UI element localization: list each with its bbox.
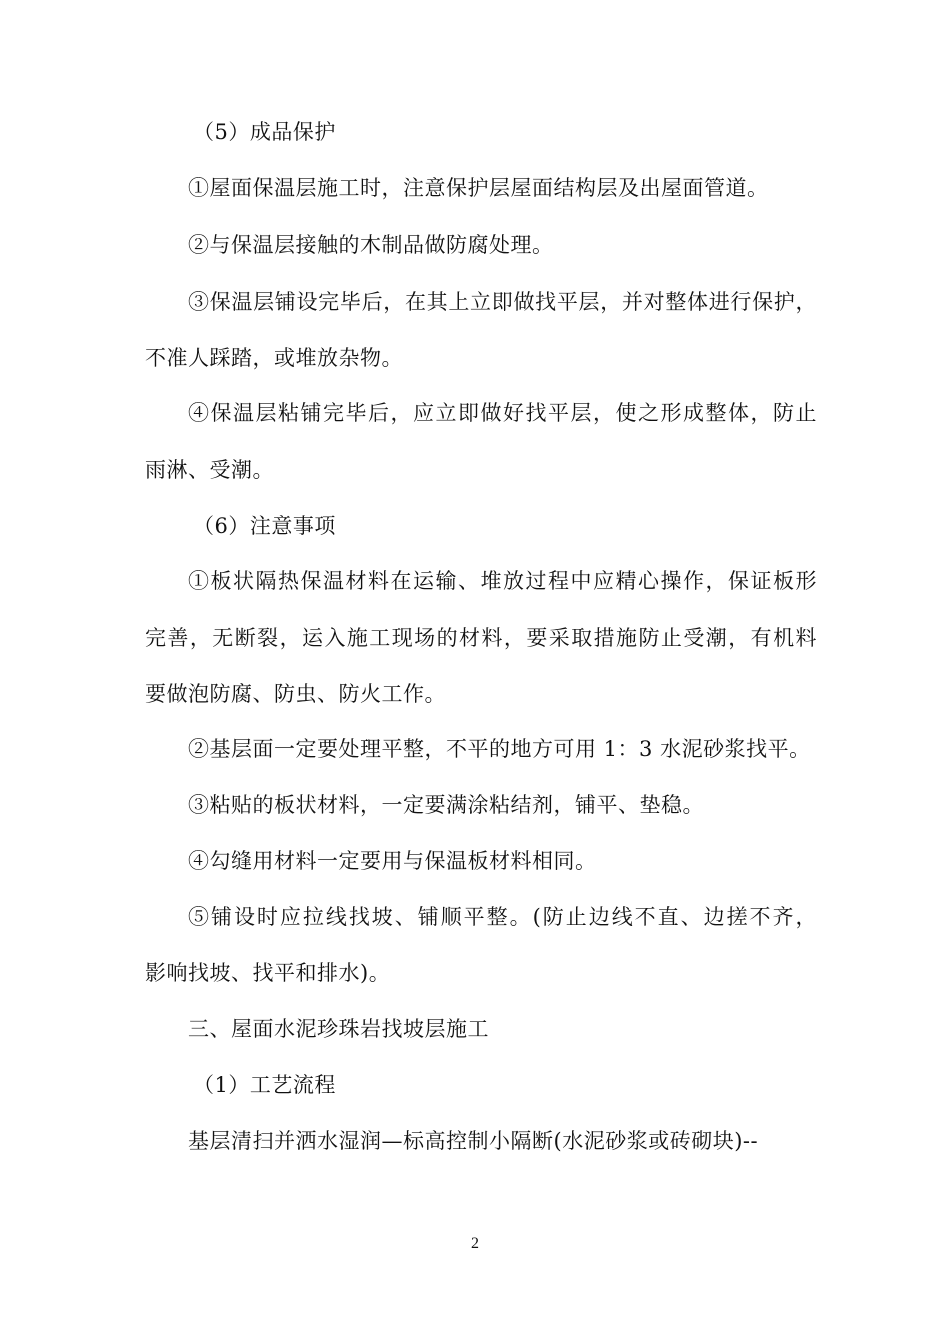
paragraph-line: 基层清扫并洒水湿润—标高控制小隔断(水泥砂浆或砖砌块)-- <box>188 1129 759 1153</box>
section-heading-1: （1）工艺流程 <box>193 1073 336 1097</box>
paragraph-line: 不准人踩踏，或堆放杂物。 <box>145 346 403 370</box>
paragraph-line: ③保温层铺设完毕后，在其上立即做找平层，并对整体进行保护， <box>188 290 817 314</box>
paragraph-line: ①屋面保温层施工时，注意保护层屋面结构层及出屋面管道。 <box>188 176 769 200</box>
section-heading-6: （6）注意事项 <box>193 514 336 538</box>
section-heading-5: （5）成品保护 <box>193 120 336 144</box>
paragraph-line: ②基层面一定要处理平整，不平的地方可用 1：3 水泥砂浆找平。 <box>188 737 811 761</box>
paragraph-line: 雨淋、受潮。 <box>145 458 274 482</box>
paragraph-line: ④保温层粘铺完毕后，应立即做好找平层，使之形成整体，防止 <box>188 401 817 425</box>
paragraph-line: 要做泡防腐、防虫、防火工作。 <box>145 682 446 706</box>
paragraph-line: ②与保温层接触的木制品做防腐处理。 <box>188 233 554 257</box>
paragraph-line: ③粘贴的板状材料，一定要满涂粘结剂，铺平、垫稳。 <box>188 793 704 817</box>
paragraph-line: ④勾缝用材料一定要用与保温板材料相同。 <box>188 849 597 873</box>
paragraph-line: ①板状隔热保温材料在运输、堆放过程中应精心操作，保证板形 <box>188 569 817 593</box>
page-number: 2 <box>471 1235 479 1252</box>
paragraph-line: 完善，无断裂，运入施工现场的材料，要采取措施防止受潮，有机料 <box>145 626 817 650</box>
section-heading-3: 三、屋面水泥珍珠岩找坡层施工 <box>188 1017 489 1041</box>
paragraph-line: ⑤铺设时应拉线找坡、铺顺平整。(防止边线不直、边搓不齐， <box>188 905 817 929</box>
paragraph-line: 影响找坡、找平和排水)。 <box>145 961 391 985</box>
